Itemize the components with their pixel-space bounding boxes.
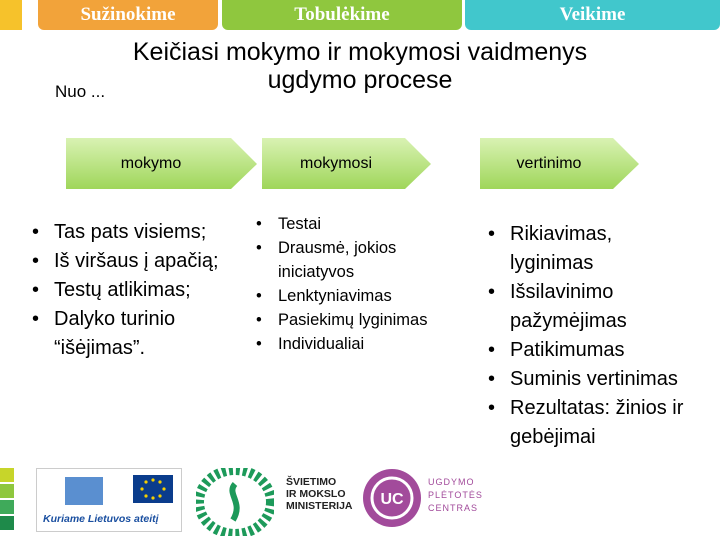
list-item-text: Drausmė, jokios iniciatyvos: [278, 239, 397, 281]
decor-bar: [0, 468, 14, 482]
list-item-text: Lenktyniavimas: [278, 287, 392, 305]
bullet-icon: •: [32, 279, 40, 301]
left-color-strip: [0, 0, 22, 30]
chevron-label: vertinimo: [516, 155, 582, 172]
svg-text:UC: UC: [380, 491, 404, 508]
upc-name-line: PLĖTOTĖS: [428, 490, 483, 500]
eu-slogan: Kuriame Lietuvos ateitį: [43, 513, 159, 525]
list-item: [30, 247, 245, 276]
chevron-mokymosi: [262, 138, 432, 190]
list-item-text: Dalyko turinio “išėjimas”.: [54, 308, 176, 359]
page-title-line1: Keičiasi mokymo ir mokymosi vaidmenys: [132, 38, 588, 66]
list-item: [254, 332, 454, 356]
decor-bar: [0, 484, 14, 498]
bullet-icon: •: [488, 368, 496, 390]
list-item-text: Išsilavinimo pažymėjimas: [510, 281, 627, 332]
list-item-text: Tas pats visiems;: [54, 221, 207, 243]
list-item-text: Individualiai: [278, 335, 365, 353]
list-mokymo: [30, 218, 245, 363]
chevron-label: mokymosi: [299, 155, 372, 172]
nuo-label: Nuo ...: [55, 82, 106, 101]
bullet-icon: •: [488, 339, 496, 361]
ministry-name: [286, 476, 353, 512]
tab-tobulekime[interactable]: Tobulėkime: [222, 0, 462, 30]
ministry-emblem: [196, 468, 274, 536]
list-item: [486, 394, 686, 452]
bullet-icon: •: [488, 281, 496, 303]
decor-bar: [0, 516, 14, 530]
bullet-icon: •: [256, 287, 262, 305]
list-item-text: Rikiavimas, lyginimas: [510, 223, 613, 274]
list-mokymosi: [254, 212, 454, 356]
page-title-line2: ugdymo procese: [267, 66, 453, 94]
list-item: [30, 218, 245, 247]
chevron-mokymo: [66, 138, 258, 190]
bullet-icon: •: [256, 335, 262, 353]
ministry-name-line: MINISTERIJA: [286, 500, 353, 512]
tab-veikime[interactable]: Veikime: [465, 0, 720, 30]
eu-funds-logo: [36, 468, 182, 532]
list-item: [254, 284, 454, 308]
list-item: [254, 212, 454, 236]
list-item: [486, 336, 686, 365]
bullet-icon: •: [256, 311, 262, 329]
list-item: [30, 276, 245, 305]
bullet-icon: •: [256, 239, 262, 257]
list-item-text: Suminis vertinimas: [510, 368, 678, 390]
ministry-wreath-icon: [196, 468, 274, 536]
upc-logo: [362, 468, 422, 528]
bullet-icon: •: [488, 397, 496, 419]
list-item: [254, 236, 454, 284]
tab-suzinokime[interactable]: Sužinokime: [38, 0, 218, 30]
bullet-icon: •: [256, 215, 262, 233]
list-vertinimo: [486, 220, 686, 452]
chevron-vertinimo: [480, 138, 640, 190]
bullet-icon: •: [488, 223, 496, 245]
list-item-text: Rezultatas: žinios ir gebėjimai: [510, 397, 684, 448]
list-item: [30, 305, 245, 363]
upc-circle-icon: [362, 468, 422, 528]
list-item: [486, 220, 686, 278]
list-item: [254, 308, 454, 332]
bullet-icon: •: [32, 250, 40, 272]
list-item-text: Patikimumas: [510, 339, 625, 361]
bullet-icon: •: [32, 221, 40, 243]
ministry-name-line: IR MOKSLO: [286, 488, 346, 500]
decor-bar: [0, 500, 14, 514]
ministry-name-line: ŠVIETIMO: [286, 476, 337, 488]
list-item: [486, 365, 686, 394]
upc-name-line: UGDYMO: [428, 477, 475, 487]
list-item-text: Testai: [278, 215, 322, 233]
bullet-icon: •: [32, 308, 40, 330]
list-item: [486, 278, 686, 336]
chevron-label: mokymo: [120, 155, 182, 172]
list-item-text: Testų atlikimas;: [54, 279, 191, 301]
upc-name: [428, 476, 483, 515]
upc-name-line: CENTRAS: [428, 503, 479, 513]
list-item-text: Pasiekimų lyginimas: [278, 311, 428, 329]
list-item-text: Iš viršaus į apačią;: [54, 250, 219, 272]
